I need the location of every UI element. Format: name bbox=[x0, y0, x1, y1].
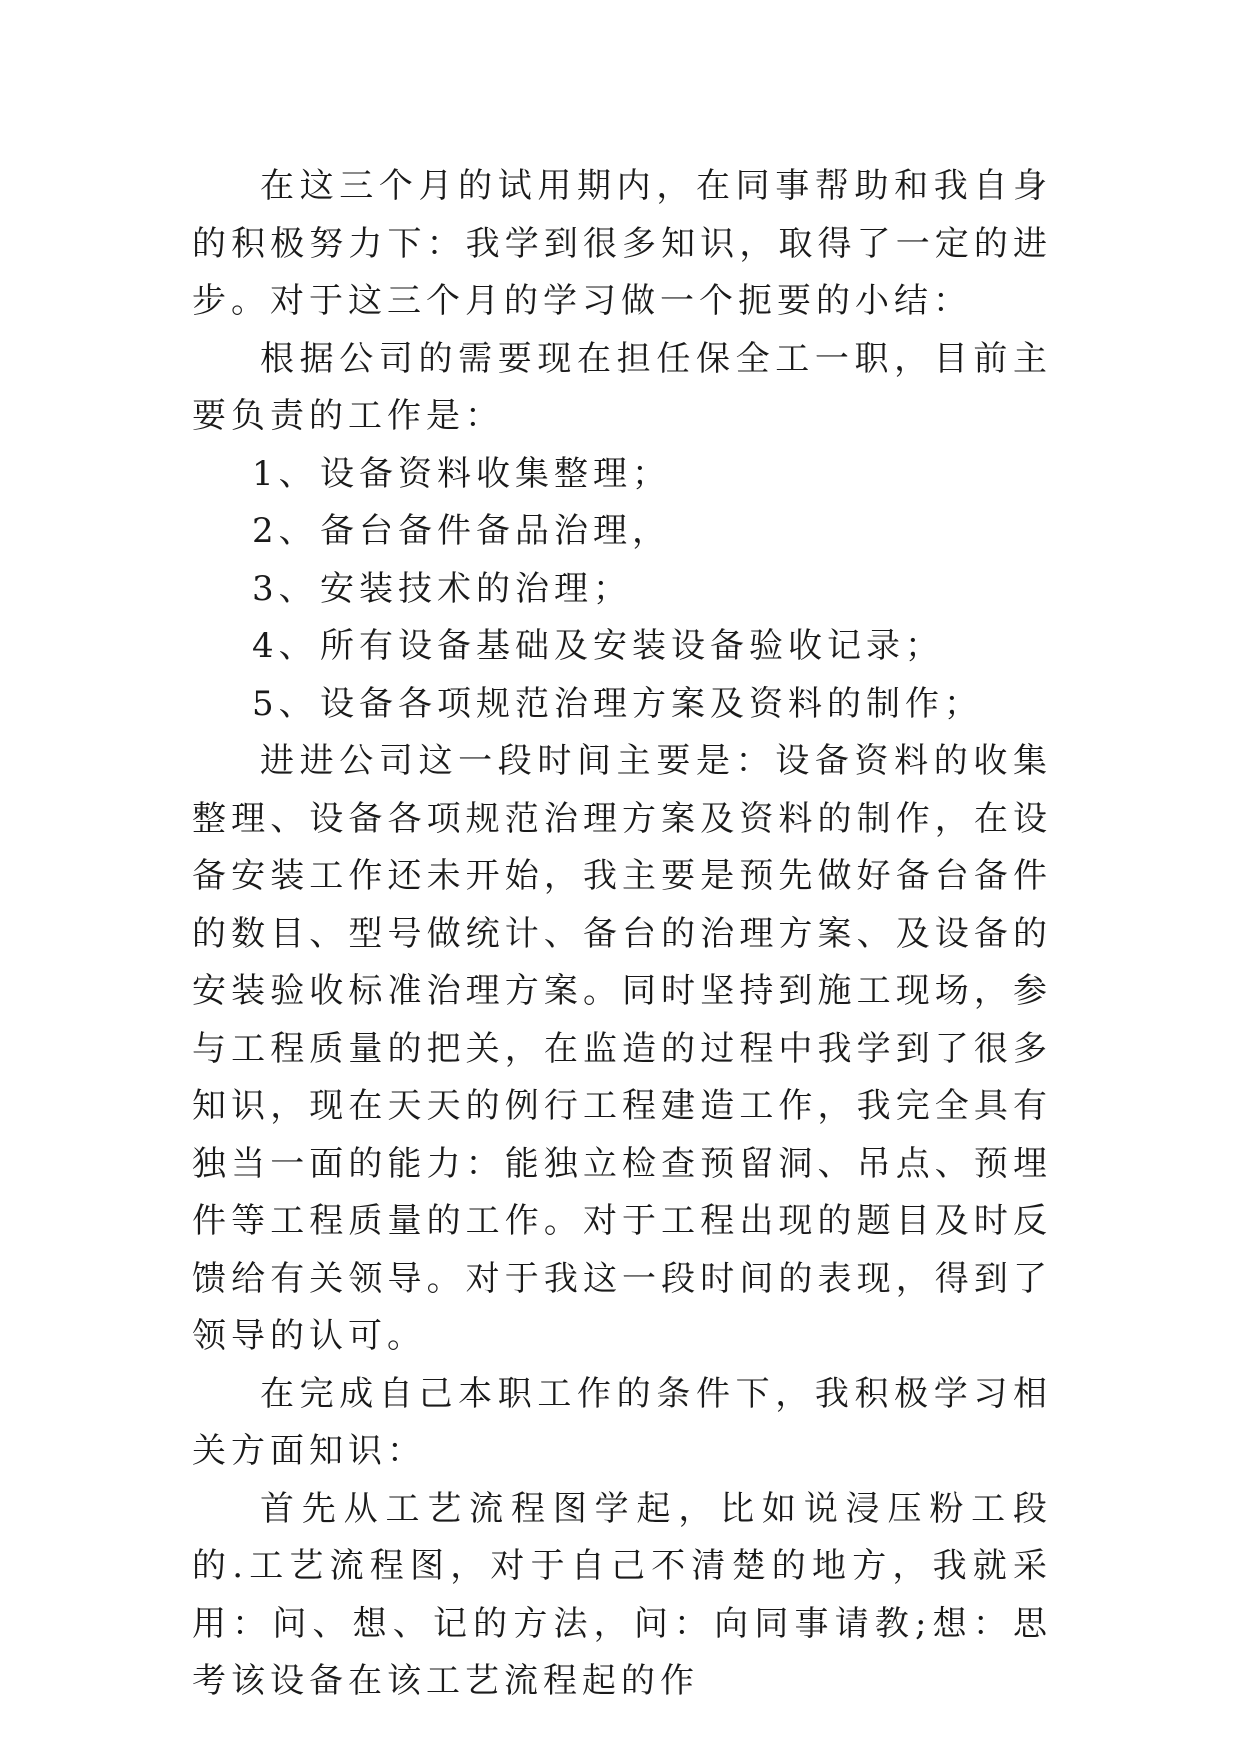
list-item-text: 备台备件备品治理， bbox=[320, 511, 671, 551]
list-item-text: 安装技术的治理； bbox=[320, 568, 632, 609]
list-item bbox=[192, 561, 1052, 619]
list-item bbox=[192, 446, 1052, 504]
list-item-number: 1、 bbox=[252, 453, 318, 494]
paragraph-job-duties: 根据公司的需要现在担任保全工一职，目前主要负责的工作是： bbox=[192, 338, 1052, 436]
list-item-number: 2、 bbox=[252, 511, 318, 551]
list-item-number: 5、 bbox=[252, 683, 318, 724]
list-item-text: 设备资料收集整理； bbox=[320, 453, 671, 494]
list-item-number: 4、 bbox=[252, 626, 318, 666]
list-item-text: 所有设备基础及安装设备验收记录； bbox=[320, 626, 944, 666]
list-item bbox=[192, 503, 1052, 561]
document-body bbox=[192, 158, 1052, 1711]
paragraph-work-summary: 进进公司这一段时间主要是：设备资料的收集整理、设备各项规范治理方案及资料的制作，在设备安装工作还未开始，我主要是预先做好备台备件的数目、型号做统计、备台的治理方案、及设备的安装验收标准治理方案。同时坚持到施工现场，参与工程质量的把关，在监造的过程中我学到了很多知识，现在天天的例行工程建造工作，我完全具有独当一面的能力：能独立检查预留洞、吊点、预埋件等工程质量的工作。对于工程出现的题目及时反馈给有关领导。对于我这一段时间的表现，得到了领导的认可。 bbox=[192, 741, 1052, 1356]
paragraph-trial-period: 在这三个月的试用期内，在同事帮助和我自身的积极努力下：我学到很多知识，取得了一定的进步。对于这三个月的学习做一个扼要的小结： bbox=[192, 166, 1052, 321]
list-item-number: 3、 bbox=[252, 568, 318, 609]
paragraph-learning-intro: 在完成自己本职工作的条件下，我积极学习相关方面知识： bbox=[192, 1373, 1052, 1471]
list-item bbox=[192, 676, 1052, 734]
list-item-text: 设备各项规范治理方案及资料的制作； bbox=[320, 683, 983, 724]
paragraph-process-flow: 首先从工艺流程图学起，比如说浸压粉工段的.工艺流程图，对于自己不清楚的地方，我就采用：问、想、记的方法，问：向同事请教;想：思考该设备在该工艺流程起的作 bbox=[192, 1488, 1052, 1701]
list-item bbox=[192, 618, 1052, 676]
